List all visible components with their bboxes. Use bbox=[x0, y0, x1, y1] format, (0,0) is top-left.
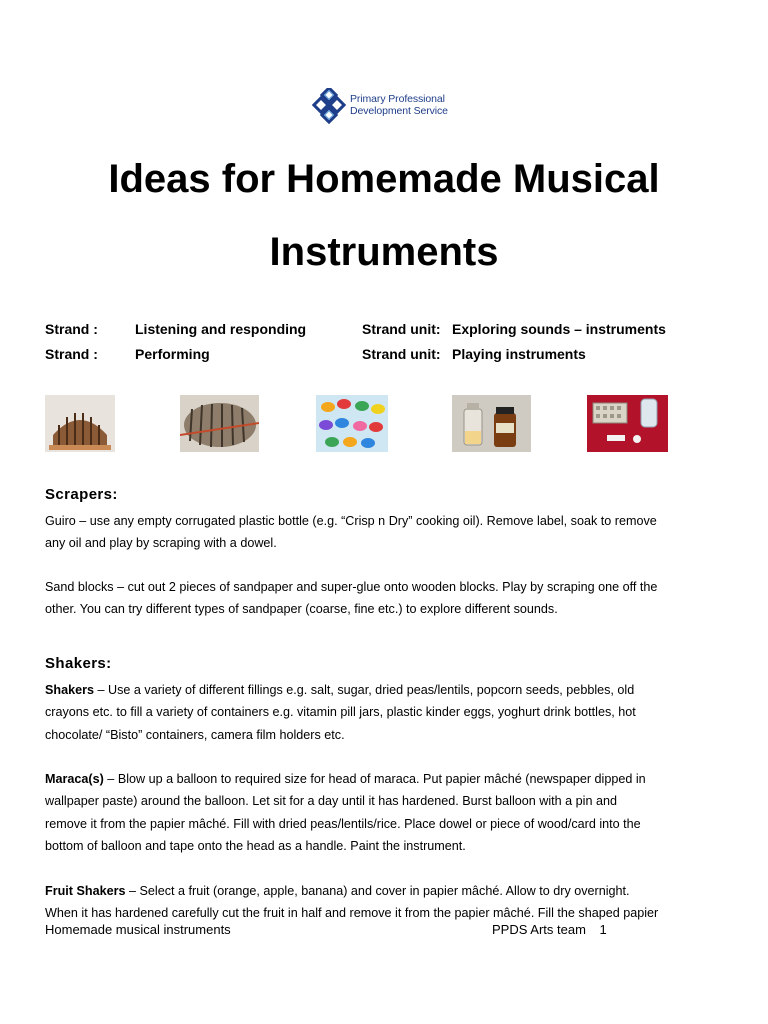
shakers-term: Shakers bbox=[45, 683, 95, 697]
strand-unit-value: Playing instruments bbox=[452, 346, 586, 362]
shakers-line-3: chocolate/ “Bisto” containers, camera film holders etc. bbox=[45, 727, 345, 742]
ppds-logo bbox=[312, 86, 472, 126]
fruit-shakers-paragraph bbox=[45, 880, 735, 925]
page-title-line-2: Instruments bbox=[269, 230, 499, 274]
shakers-line-1: – Use a variety of different fillings e.g. salt, sugar, dried peas/lentils, popcorn seeds, pebbles, old bbox=[94, 683, 635, 697]
fruit-shakers-term: Fruit Shakers bbox=[45, 884, 126, 898]
shakers-heading: Shakers: bbox=[45, 655, 112, 672]
strand-row-2 bbox=[45, 346, 745, 366]
logo-text bbox=[350, 93, 448, 117]
plastic-eggs-shakers-photo bbox=[316, 395, 388, 452]
guiro-line-1: Guiro – use any empty corrugated plastic bottle (e.g. “Crisp n Dry” cooking oil). Remove label, soak to remove bbox=[45, 514, 657, 528]
shakers-paragraph bbox=[45, 679, 735, 746]
strand-row-1 bbox=[45, 321, 745, 341]
maracas-term: Maraca(s) bbox=[45, 772, 104, 786]
strand-label: Strand : bbox=[45, 321, 98, 337]
scrapers-heading: Scrapers: bbox=[45, 486, 118, 503]
guiro-paragraph bbox=[45, 510, 735, 555]
sand-blocks-paragraph bbox=[45, 576, 735, 621]
footer-title: Homemade musical instruments bbox=[45, 922, 231, 937]
footer-team bbox=[492, 922, 607, 937]
sand-blocks-line-1: Sand blocks – cut out 2 pieces of sandpaper and super-glue onto wooden blocks. Play by scraping one off the bbox=[45, 580, 658, 594]
maracas-line-2: wallpaper paste) around the balloon. Let sit for a day until it has hardened. Burst balloon with a pin and bbox=[45, 794, 617, 809]
maracas-line-3: remove it from the papier mâché. Fill with dried peas/lentils/rice. Place dowel or piece of wood/card into the bbox=[45, 816, 641, 831]
strand-unit-label: Strand unit: bbox=[362, 321, 441, 337]
logo-line-1: Primary Professional bbox=[350, 93, 445, 105]
maracas-paragraph bbox=[45, 768, 735, 858]
strand-label: Strand : bbox=[45, 346, 98, 362]
ppds-diamond-logo-icon bbox=[312, 88, 348, 124]
ridged-bottle-guiro-photo bbox=[180, 395, 259, 452]
wooden-scraper-photo bbox=[45, 395, 115, 452]
sand-blocks-line-2: other. You can try different types of sandpaper (coarse, fine etc.) to explore different sounds. bbox=[45, 602, 558, 617]
page-number: 1 bbox=[599, 922, 607, 937]
instruments-on-red-cloth-photo bbox=[587, 395, 668, 452]
page-title-line-1: Ideas for Homemade Musical bbox=[108, 157, 660, 201]
fruit-shakers-line-1: – Select a fruit (orange, apple, banana) and cover in papier mâché. Allow to dry overnight. bbox=[125, 884, 630, 898]
fruit-shakers-line-2: When it has hardened carefully cut the fruit in half and remove it from the papier mâché. Fill the shaped papier bbox=[45, 906, 659, 921]
maracas-line-4: bottom of balloon and tape onto the head as a handle. Paint the instrument. bbox=[45, 839, 466, 854]
strand-value: Listening and responding bbox=[135, 321, 307, 337]
footer-team-name: PPDS Arts team bbox=[492, 922, 586, 937]
strand-unit-label: Strand unit: bbox=[362, 346, 441, 362]
strand-unit-value: Exploring sounds – instruments bbox=[452, 321, 666, 337]
shakers-line-2: crayons etc. to fill a variety of containers e.g. vitamin pill jars, plastic kinder eggs, yoghurt drink bottles, hot bbox=[45, 705, 636, 720]
logo-line-2: Development Service bbox=[350, 105, 448, 117]
jars-with-fillings-photo bbox=[452, 395, 531, 452]
strand-value: Performing bbox=[135, 346, 210, 362]
guiro-line-2: any oil and play by scraping with a dowel. bbox=[45, 536, 277, 551]
maracas-line-1: – Blow up a balloon to required size for head of maraca. Put papier mâché (newspaper dipped in bbox=[103, 772, 646, 786]
